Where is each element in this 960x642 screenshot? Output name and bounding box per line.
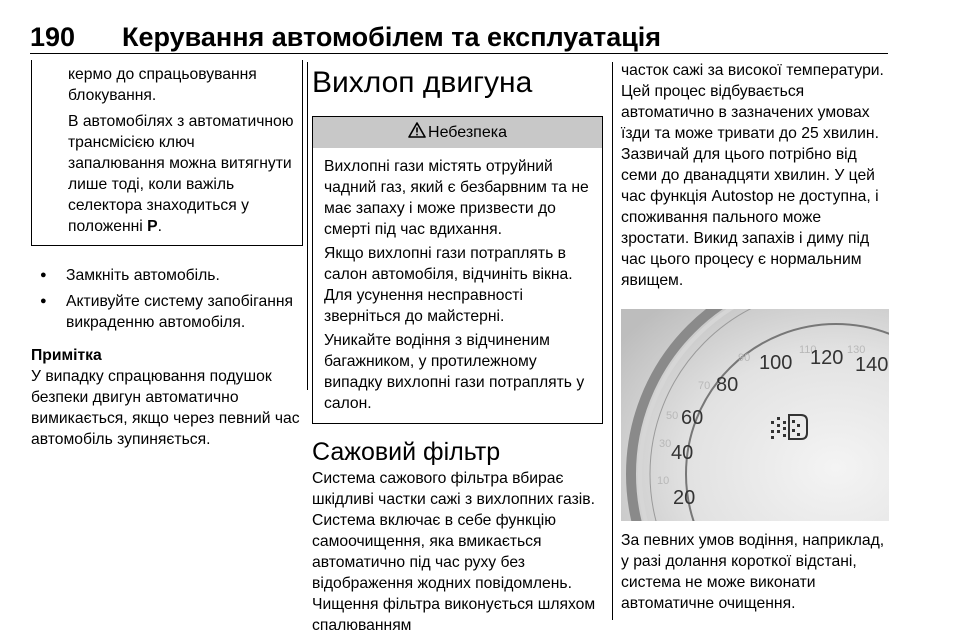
gauge-outer-label: 50 [666,410,679,422]
soot-filter-text: Система сажового фільтра вбирає шкідливі частки сажі з вихлопних газів. Система включає в себе функцію самоочищення, яка вмикається автоматично під час руху без відображення жодних повідомлень. Чищення фільтра виконується шляхом спалюванням [312,470,596,634]
note-text: У випадку спрацювання подушок безпеки двигун автоматично вимикається, якщо через певний час автомобіль зупиняється. [31,368,300,448]
warning-box [312,116,603,424]
speedometer-illustration [621,309,889,521]
warning-triangle-icon [408,122,426,144]
note-title: Примітка [31,347,102,364]
box-paragraph-2 [68,111,294,237]
header-rule [30,53,888,54]
warning-title: Небезпека [428,124,507,141]
gauge-outer-label: 90 [738,352,751,364]
box-paragraph-2-end: . [157,218,162,235]
gauge-outer-label: 70 [698,380,711,392]
gauge-outer-label: 30 [659,438,672,450]
chapter-title: Керування автомобілем та експлуатація [122,22,662,52]
column-left [31,60,303,450]
gauge-inner-label: 120 [810,347,844,369]
gauge-outer-label: 10 [657,475,670,487]
gauge-inner-label: 80 [716,374,739,396]
section-heading-exhaust: Вихлоп двигуна [312,66,533,99]
illustration-caption: За певних умов водіння, наприклад, у разі долання короткої відстані, система не може виконати автоматичне очищення. [621,532,885,612]
warning-paragraph: Уникайте водіння з відчиненим багажником, у протилежному випадку вихлопні гази потраплять у салон. [324,332,585,412]
page-header [30,22,888,52]
warning-paragraph: Вихлопні гази містять отруйний чадний газ, який є безбарвним та не має запаху і може призвести до смерті під час вдихання. [324,158,589,238]
gauge-outer-label: 110 [799,344,817,356]
warning-body [313,148,602,423]
soot-filter-text-continued: часток сажі за високої температури. Цей процес відбувається автоматично в зазначених умовах їзди та може тривати до 25 хвилин. Зазвичай для цього потрібно від семи до дванадцяти хвилин. У цей час функція Autostop не доступна, і споживання пального може зростати. Викид запахів і диму під час цього процесу є нормальним явищем. [621,62,884,289]
gauge-inner-label: 20 [673,487,696,509]
warning-header [313,117,602,148]
continued-note-box [31,60,303,246]
bullet-item: ● Замкніть автомобіль. [31,265,303,286]
gauge-inner-label: 100 [759,352,793,374]
column-middle [312,60,603,636]
gauge-outer-label: 130 [847,344,866,356]
column-divider-left [307,62,308,390]
section-heading-soot-filter: Сажовий фільтр [312,438,501,466]
column-divider-right [612,62,613,620]
gauge-inner-label: 140 [855,354,889,376]
column-right [621,60,889,614]
box-paragraph-2-text: В автомобілях з автоматичною трансмісією ключ запалювання можна витягнути лише тоді, коли важіль селектора знаходиться у положенні [68,113,294,235]
gauge-inner-label: 40 [671,442,694,464]
warning-paragraph: Якщо вихлопні гази потраплять в салон автомобіля, відчиніть вікна. Для усунення несправності зверніться до майстерні. [324,245,573,325]
page-number: 190 [30,22,76,52]
gear-position-p: P [147,218,158,235]
gauge-inner-label: 60 [681,407,704,429]
bullet-item: ● Активуйте систему запобігання викраденню автомобіля. [31,291,303,333]
box-paragraph-1: кермо до спрацьовування блокування. [68,66,257,104]
